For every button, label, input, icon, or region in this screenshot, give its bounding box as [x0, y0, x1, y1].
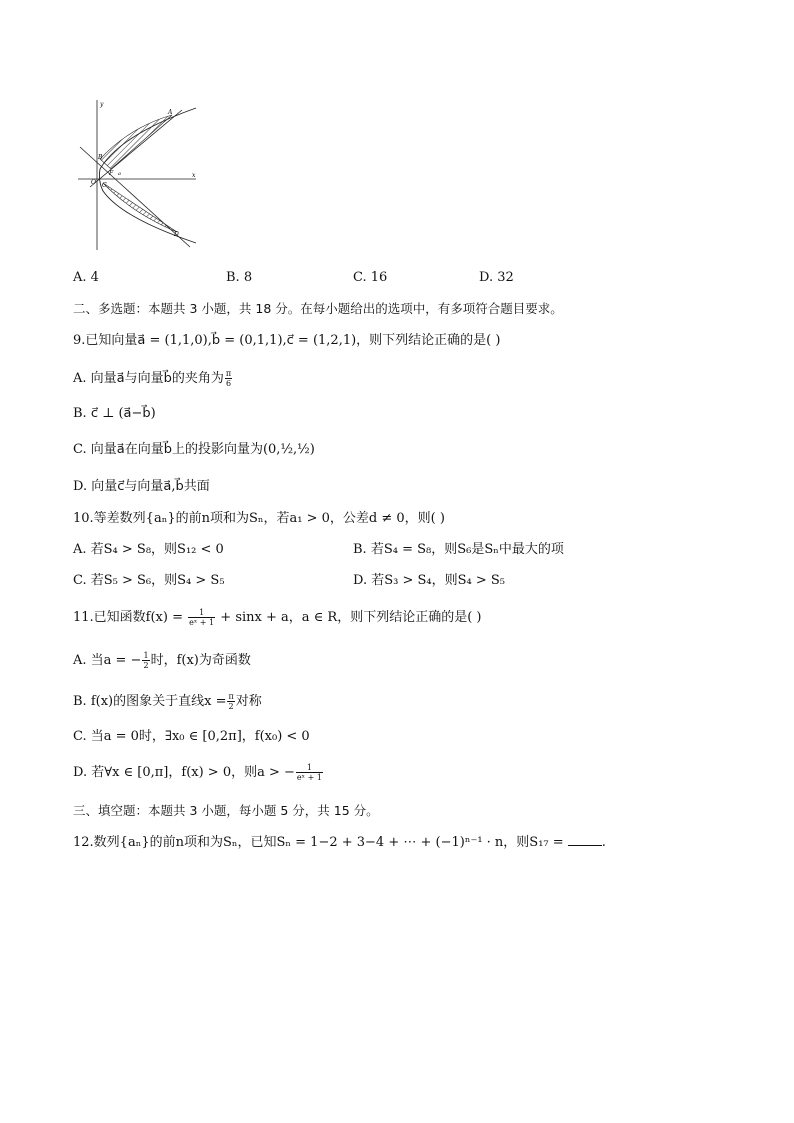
- q8-option-c[interactable]: C. 16: [353, 270, 388, 285]
- fraction-denominator: 2: [228, 702, 234, 711]
- label-F: F: [109, 170, 114, 177]
- q9-option-c-text: C. 向量a⃗在向量b⃗上的投影向量为: [73, 442, 263, 457]
- q8-option-a[interactable]: A. 4: [73, 270, 99, 285]
- label-x: x: [192, 172, 196, 179]
- q11-option-d-fraction: [296, 763, 323, 782]
- q11-stem-pre: 11.已知函数f(x) =: [73, 610, 183, 625]
- q11-option-a-pre: A. 当a = −: [73, 653, 142, 668]
- label-B: B: [98, 154, 103, 161]
- q11-option-b-post: 对称: [235, 694, 262, 709]
- upper-shaded-region: [100, 115, 172, 169]
- q9-option-a[interactable]: [73, 369, 233, 388]
- q11-stem-fraction: [188, 608, 215, 627]
- q9-option-b[interactable]: B. c⃗ ⊥ (a⃗−b⃗): [73, 406, 156, 421]
- fraction-denominator: 2: [143, 661, 149, 670]
- label-O: O: [91, 179, 96, 186]
- fraction-denominator: 6: [225, 379, 232, 388]
- q9-option-a-fraction: [225, 369, 232, 388]
- fraction-numerator: 1: [296, 763, 323, 773]
- q9-option-d[interactable]: D. 向量c⃗与向量a⃗,b⃗共面: [73, 479, 210, 494]
- q10-option-c[interactable]: C. 若S₅ > S₆，则S₄ > S₅: [73, 573, 225, 588]
- section2-heading: 二、多选题：本题共 3 小题，共 18 分。在每小题给出的选项中，有多项符合题目要求。: [73, 301, 563, 316]
- q10-option-b[interactable]: B. 若S₄ = S₈，则S₆是Sₙ中最大的项: [353, 542, 564, 557]
- q11-option-d[interactable]: [73, 763, 324, 782]
- q12-stem: [73, 833, 606, 852]
- q11-option-b[interactable]: [73, 692, 262, 711]
- label-y: y: [100, 101, 104, 108]
- fraction-numerator: 1: [188, 608, 215, 618]
- q11-option-b-fraction: [227, 692, 234, 711]
- line-bc: [90, 110, 182, 187]
- q11-stem-post: + sinx + a，a ∈ R，则下列结论正确的是( ): [220, 610, 482, 625]
- q8-option-d[interactable]: D. 32: [479, 270, 514, 285]
- q9-option-a-text: A. 向量a⃗与向量b⃗的夹角为: [73, 371, 224, 386]
- q10-stem: 10.等差数列{aₙ}的前n项和为Sₙ，若a₁ > 0，公差d ≠ 0，则( ): [73, 511, 445, 526]
- label-A: A: [168, 109, 173, 116]
- q10-option-d[interactable]: D. 若S₃ > S₄，则S₄ > S₅: [353, 573, 506, 588]
- label-a: a: [118, 171, 121, 177]
- q11-stem: [73, 608, 481, 627]
- section3-heading: 三、填空题：本题共 3 小题，每小题 5 分，共 15 分。: [73, 803, 379, 818]
- q9-option-c-vector: (0,½,½): [262, 442, 315, 457]
- q11-option-c[interactable]: C. 当a = 0时，∃x₀ ∈ [0,2π]，f(x₀) < 0: [73, 729, 310, 744]
- fraction-numerator: π: [225, 369, 232, 378]
- fraction-denominator: eˣ + 1: [189, 618, 215, 627]
- q11-option-a-post: 时，f(x)为奇函数: [150, 653, 251, 668]
- q8-option-b[interactable]: B. 8: [226, 270, 253, 285]
- q9-stem: 9.已知向量a⃗ = (1,1,0),b⃗ = (0,1,1),c⃗ = (1,2,1)，则下列结论正确的是( ): [73, 333, 501, 348]
- fraction-denominator: eˣ + 1: [296, 773, 322, 782]
- q12-stem-text: 12.数列{aₙ}的前n项和为Sₙ，已知Sₙ = 1−2 + 3−4 + ⋯ + (−1)ⁿ⁻¹ · n，则S₁₇ =: [73, 835, 564, 850]
- parabola-figure: [70, 95, 205, 255]
- label-D: D: [174, 231, 179, 238]
- answer-blank[interactable]: [568, 833, 602, 846]
- q11-option-a[interactable]: [73, 651, 251, 670]
- q10-option-a[interactable]: A. 若S₄ > S₈，则S₁₂ < 0: [73, 542, 224, 557]
- q12-end: .: [601, 835, 606, 850]
- fraction-numerator: π: [228, 692, 234, 701]
- q11-option-d-pre: D. 若∀x ∈ [0,π]，f(x) > 0，则a > −: [73, 765, 295, 780]
- q11-option-a-fraction: [142, 651, 149, 670]
- q9-option-c[interactable]: [73, 441, 315, 459]
- fraction-numerator: 1: [143, 651, 149, 660]
- label-C: C: [102, 182, 107, 189]
- q11-option-b-pre: B. f(x)的图象关于直线x =: [73, 694, 227, 709]
